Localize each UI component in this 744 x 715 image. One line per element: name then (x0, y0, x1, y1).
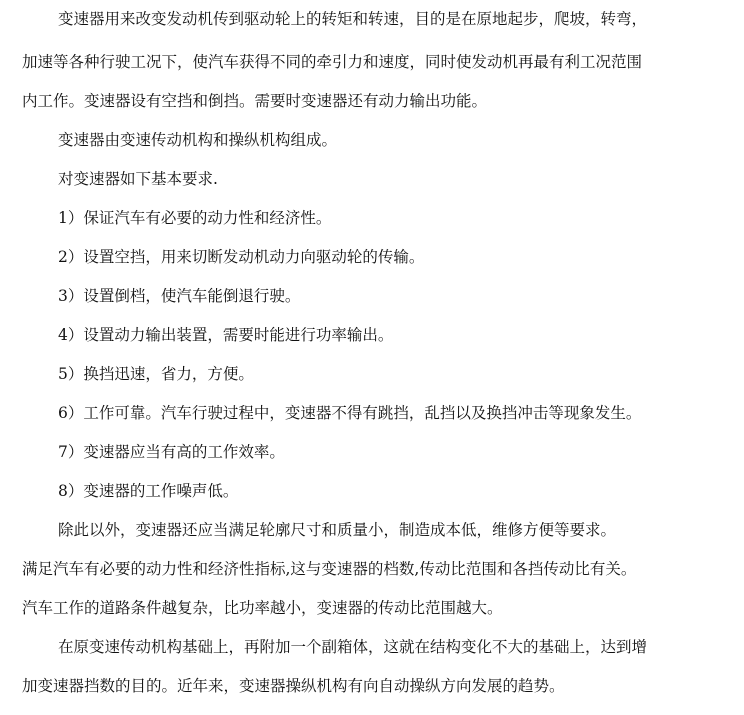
paragraph-line: 在原变速传动机构基础上，再附加一个副箱体，这就在结构变化不大的基础上，达到增 (58, 638, 648, 656)
list-item: 1）保证汽车有必要的动力性和经济性。 (58, 209, 332, 227)
list-item: 3）设置倒档，使汽车能倒退行驶。 (58, 287, 301, 305)
list-item: 6）工作可靠。汽车行驶过程中，变速器不得有跳挡，乱挡以及换挡冲击等现象发生。 (58, 404, 642, 422)
paragraph-line: 内工作。变速器设有空挡和倒挡。需要时变速器还有动力输出功能。 (22, 92, 488, 110)
paragraph-line: 除此以外，变速器还应当满足轮廓尺寸和质量小，制造成本低，维修方便等要求。 (58, 521, 617, 539)
paragraph-line: 变速器由变速传动机构和操纵机构组成。 (58, 131, 338, 149)
list-item: 4）设置动力输出装置，需要时能进行功率输出。 (58, 326, 394, 344)
list-item: 7）变速器应当有高的工作效率。 (58, 443, 285, 461)
list-item: 5）换挡迅速，省力，方便。 (58, 365, 254, 383)
paragraph-line: 变速器用来改变发动机传到驱动轮上的转矩和转速，目的是在原地起步，爬坡，转弯， (58, 10, 648, 28)
paragraph-line: 加速等各种行驶工况下，使汽车获得不同的牵引力和速度，同时使发动机再最有利工况范围 (22, 53, 643, 71)
paragraph-line: 加变速器挡数的目的。近年来，变速器操纵机构有向自动操纵方向发展的趋势。 (22, 677, 565, 695)
paragraph-line: 对变速器如下基本要求. (58, 170, 218, 188)
list-item: 8）变速器的工作噪声低。 (58, 482, 239, 500)
paragraph-line: 满足汽车有必要的动力性和经济性指标,这与变速器的档数,传动比范围和各挡传动比有关。 (22, 560, 637, 578)
paragraph-line: 汽车工作的道路条件越复杂，比功率越小，变速器的传动比范围越大。 (22, 599, 503, 617)
list-item: 2）设置空挡，用来切断发动机动力向驱动轮的传输。 (58, 248, 425, 266)
